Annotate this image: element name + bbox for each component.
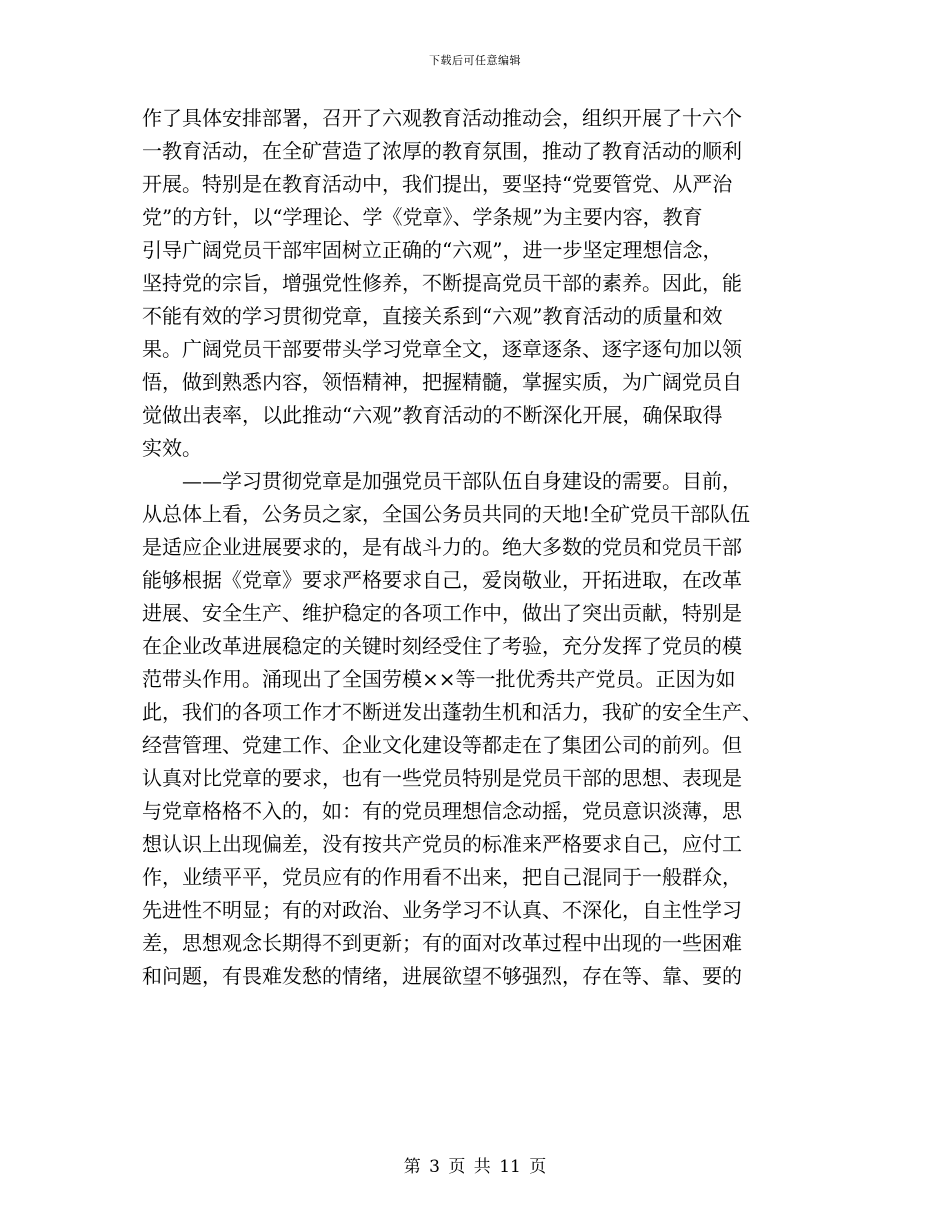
text-line: 此，我们的各项工作才不断迸发出蓬勃生机和活力，我矿的安全生产、 (142, 700, 762, 724)
text-line: 范带头作用。涌现出了全国劳模××等一批优秀共产党员。正因为如 (142, 667, 736, 691)
text-line: 与党章格格不入的，如：有的党员理想信念动摇，党员意识淡薄，思 (142, 799, 742, 823)
text-line: 先进性不明显；有的对政治、业务学习不认真、不深化，自主性学习 (142, 898, 742, 922)
text-line: 悟，做到熟悉内容，领悟精神，把握精髓，掌握实质，为广阔党员自 (142, 370, 742, 394)
text-line: 在企业改革进展稳定的关键时刻经受住了考验，充分发挥了党员的模 (142, 634, 742, 658)
paragraph-start-line: ——学习贯彻党章是加强党员干部队伍自身建设的需要。目前， (182, 469, 742, 493)
text-line: 差，思想观念长期得不到更新；有的面对改革过程中出现的一些困难 (142, 931, 742, 955)
text-line: 和问题，有畏难发愁的情绪，进展欲望不够强烈，存在等、靠、要的 (142, 964, 742, 988)
text-line: 不能有效的学习贯彻党章，直接关系到“六观”教育活动的质量和效 (142, 304, 723, 328)
text-line: 觉做出表率，以此推动“六观”教育活动的不断深化开展，确保取得 (142, 403, 723, 427)
page-header: 下载后可任意编辑 (429, 54, 521, 67)
text-line: 一教育活动，在全矿营造了浓厚的教育氛围，推动了教育活动的顺利 (142, 139, 742, 163)
text-line: 进展、安全生产、维护稳定的各项工作中，做出了突出贡献，特别是 (142, 601, 742, 625)
text-line: 开展。特别是在教育活动中，我们提出，要坚持“党要管党、从严治 (142, 172, 733, 196)
text-line: 能够根据《党章》要求严格要求自己，爱岗敬业，开拓进取，在改革 (142, 568, 742, 592)
text-line: 经营管理、党建工作、企业文化建设等都走在了集团公司的前列。但 (142, 733, 742, 757)
text-line: 从总体上看，公务员之家，全国公务员共同的天地!全矿党员干部队伍 (142, 502, 751, 526)
document-body (142, 102, 810, 993)
text-line: 是适应企业进展要求的，是有战斗力的。绝大多数的党员和党员干部 (142, 535, 742, 559)
text-line: 想认识上出现偏差，没有按共产党员的标准来严格要求自己，应付工 (142, 832, 742, 856)
text-line: 果。广阔党员干部要带头学习党章全文，逐章逐条、逐字逐句加以领 (142, 337, 742, 361)
text-line: 引导广阔党员干部牢固树立正确的“六观”，进一步坚定理想信念， (142, 238, 723, 262)
page-number-footer: 第 3 页 共 11 页 (403, 1157, 547, 1177)
text-line: 实效。 (142, 436, 202, 460)
text-line: 作，业绩平平，党员应有的作用看不出来，把自己混同于一般群众， (142, 865, 742, 889)
text-line: 党”的方针，以“学理论、学《党章》、学条规”为主要内容，教育 (142, 205, 703, 229)
text-line: 认真对比党章的要求，也有一些党员特别是党员干部的思想、表现是 (142, 766, 742, 790)
text-line: 坚持党的宗旨，增强党性修养，不断提高党员干部的素养。因此，能 (142, 271, 742, 295)
text-line: 作了具体安排部署，召开了六观教育活动推动会，组织开展了十六个 (142, 106, 742, 130)
